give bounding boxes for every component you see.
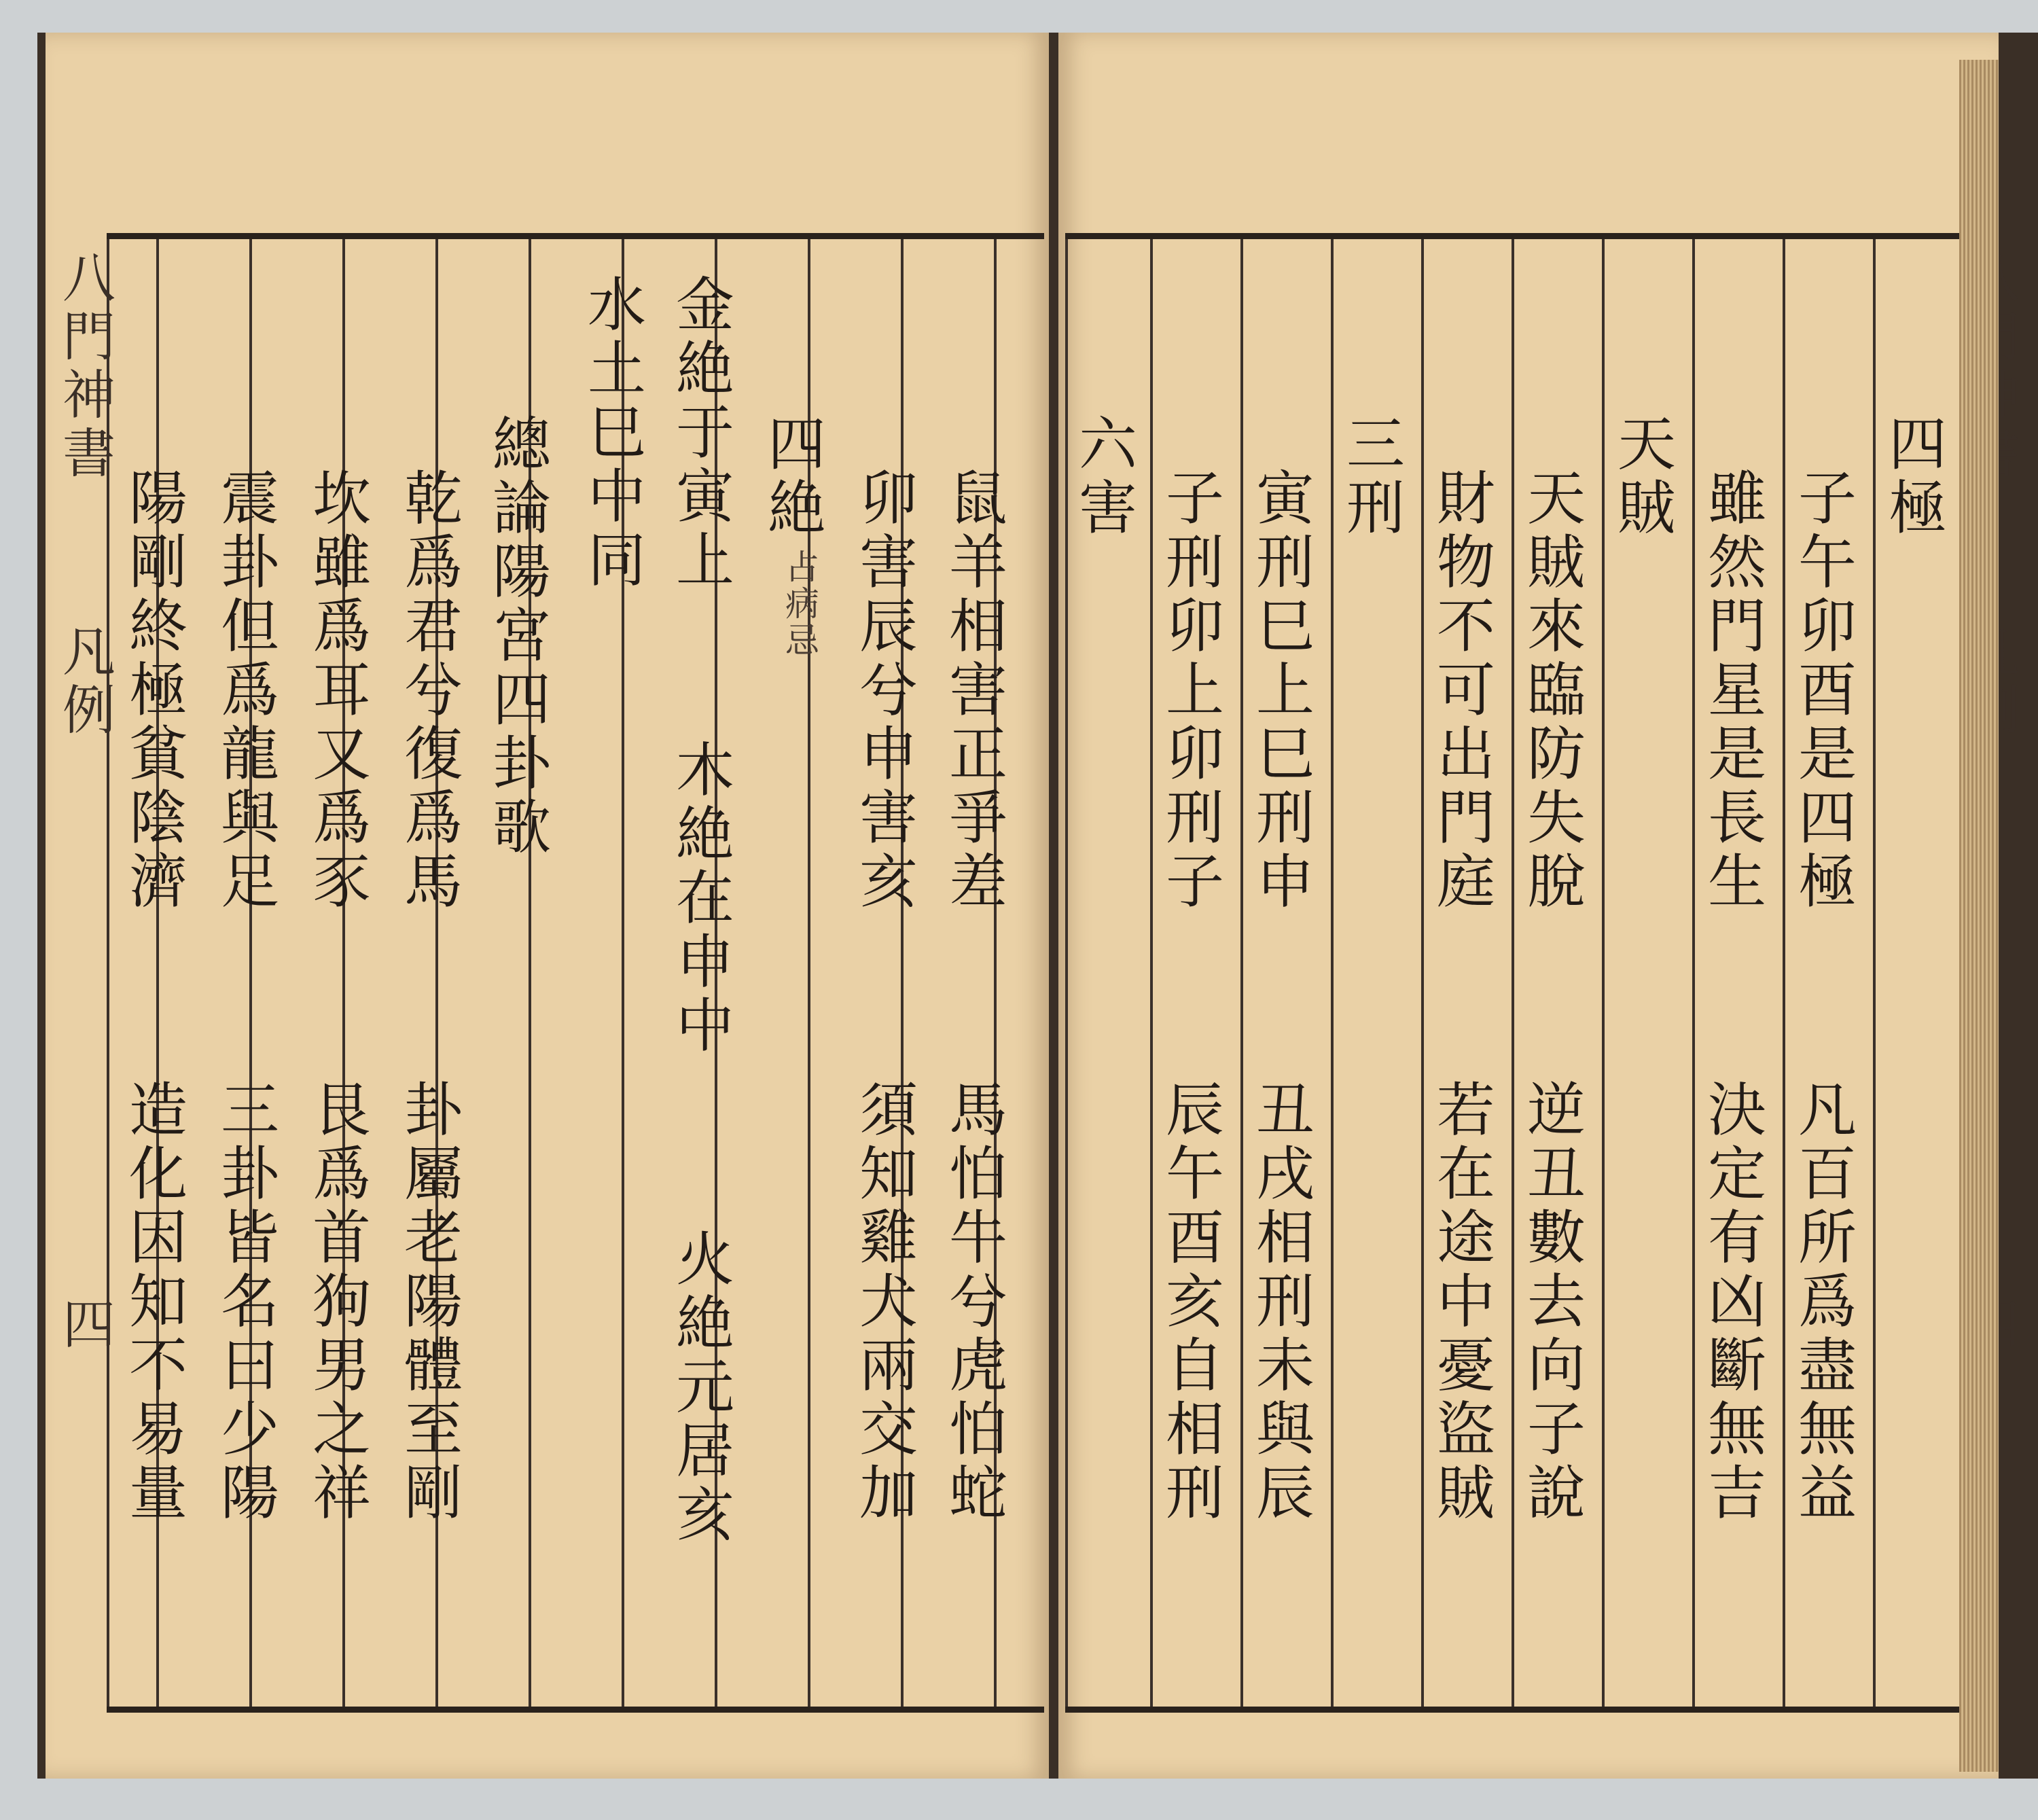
- text-column: 卯害辰兮申害亥: [849, 467, 917, 914]
- text-column: 卦屬老陽體至剛: [394, 1079, 462, 1526]
- section-heading: 四極: [1878, 413, 1946, 541]
- text-column: 馬怕牛兮虎怕蛇: [939, 1079, 1007, 1526]
- text-column: 坎雖爲耳又爲豕: [302, 467, 370, 914]
- column-rule: [1602, 239, 1605, 1707]
- text-column: 震卦但爲龍與足: [211, 467, 279, 914]
- section-heading: 總論陽宮四卦歌: [482, 413, 550, 860]
- text-column: 子午卯酉是四極: [1788, 467, 1856, 914]
- text-column: 金絶于寅上: [666, 274, 734, 593]
- text-column: 決定有凶斷無吉: [1698, 1079, 1766, 1526]
- column-rule: [1512, 239, 1514, 1707]
- text-column: 三卦皆名曰少陽: [211, 1079, 279, 1526]
- text-column: 財物不可出門庭: [1427, 467, 1495, 914]
- text-column: 水土巳中同: [577, 274, 645, 593]
- margin-book-title: 八門神書: [54, 250, 115, 484]
- text-column: 陽剛終極貧陰濟: [119, 467, 187, 914]
- text-column: 木絶在申中: [666, 739, 734, 1058]
- section-heading: 天賊: [1607, 413, 1675, 541]
- text-column: 凡百所爲盡無益: [1788, 1079, 1856, 1526]
- column-rule: [1240, 239, 1243, 1707]
- text-column: 若在途中憂盜賊: [1427, 1079, 1495, 1526]
- text-column: 辰午酉亥自相刑: [1156, 1079, 1223, 1526]
- right-page: [1058, 33, 1999, 1779]
- left-page: [46, 33, 1049, 1779]
- page-block-edge: [1959, 60, 1999, 1772]
- text-column: 寅刑巳上巳刑申: [1246, 467, 1314, 914]
- text-column: 子刑卯上卯刑子: [1156, 467, 1223, 914]
- text-column: 須知雞犬兩交加: [849, 1079, 917, 1526]
- margin-section-title: 凡例: [54, 624, 115, 741]
- column-rule: [1331, 239, 1334, 1707]
- section-heading: 三刑: [1336, 413, 1404, 541]
- section-heading: 六害: [1069, 413, 1137, 541]
- column-rule: [1873, 239, 1876, 1707]
- margin-folio: 四: [54, 1296, 115, 1355]
- text-column: 艮爲首狗男之祥: [302, 1079, 370, 1526]
- column-rule: [1421, 239, 1424, 1707]
- text-column: 乾爲君兮復爲馬: [394, 467, 462, 914]
- open-book: [37, 33, 2038, 1779]
- section-heading: 四絶: [757, 413, 825, 541]
- text-column: 逆丑數去向子說: [1517, 1079, 1585, 1526]
- column-rule: [1692, 239, 1695, 1707]
- annotation-note: 占病忌: [780, 549, 819, 659]
- column-rule: [1783, 239, 1785, 1707]
- text-column: 雖然門星是長生: [1698, 467, 1766, 914]
- text-column: 鼠羊相害正爭差: [939, 467, 1007, 914]
- column-rule: [1150, 239, 1153, 1707]
- text-column: 造化因知不易量: [119, 1079, 187, 1526]
- text-column: 火絶元居亥: [666, 1228, 734, 1548]
- text-column: 天賊來臨防失脫: [1517, 467, 1585, 914]
- text-column: 丑戌相刑未與辰: [1246, 1079, 1314, 1526]
- column-rule: [1065, 239, 1068, 1707]
